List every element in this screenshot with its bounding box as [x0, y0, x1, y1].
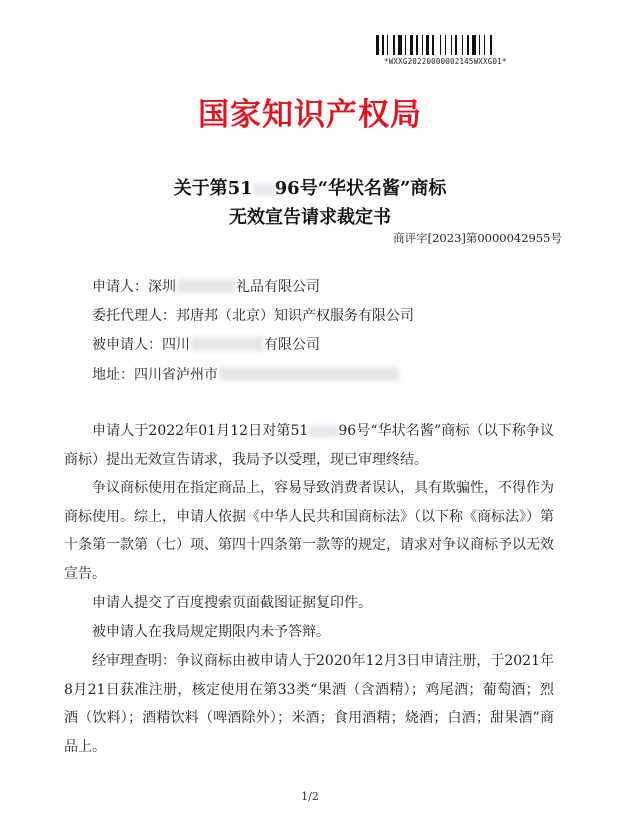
barcode-bar — [458, 35, 461, 55]
barcode-bar — [467, 35, 469, 55]
paragraph-1-part-b: 96号“华状名酱”商标（以下称争议商标）提出无效宣告请求，我局予以受理，现已审理终结。 — [64, 423, 554, 468]
barcode-bar — [477, 35, 478, 55]
redacted-applicant — [177, 279, 235, 293]
document-title-line2: 无效宣告请求裁定书 — [229, 207, 391, 228]
applicant-line — [92, 276, 320, 296]
barcode-bar — [419, 35, 421, 55]
paragraph-1-part-a: 申请人于2022年01月12日对第51 — [92, 423, 309, 439]
barcode-bar — [470, 35, 471, 55]
barcode-bar — [387, 35, 388, 55]
barcode-bar — [453, 35, 454, 55]
agent-value: 邦唐邦（北京）知识产权服务有限公司 — [176, 308, 414, 324]
barcode-code: *WXXG20220000002145WXXG01* — [384, 57, 507, 66]
barcode-bar — [396, 35, 397, 55]
respondent-label: 被申请人： — [92, 337, 162, 353]
barcode-bar — [447, 35, 450, 55]
address-label: 地址： — [92, 367, 134, 383]
applicant-suffix: 礼品有限公司 — [236, 279, 320, 295]
title-prefix: 关于第51 — [173, 178, 253, 199]
title-suffix: 96号“华状名酱”商标 — [274, 178, 447, 199]
barcode-bar — [382, 35, 384, 55]
barcode-bar — [432, 35, 434, 55]
respondent-suffix: 有限公司 — [264, 337, 320, 353]
redacted-address — [219, 367, 399, 381]
applicant-label: 申请人： — [92, 279, 148, 295]
redacted-number — [308, 425, 338, 437]
paragraph-4: 被申请人在我局规定期限内未予答辩。 — [92, 624, 330, 640]
address-prefix: 四川省泸州市 — [134, 367, 218, 383]
barcode-bar — [472, 35, 476, 55]
barcode-bar — [479, 35, 480, 55]
barcode-bar — [385, 35, 386, 55]
barcode-bar — [414, 35, 415, 55]
barcode-bar — [440, 35, 441, 55]
redacted-number — [253, 183, 275, 196]
barcode-bar — [430, 35, 431, 55]
barcode-bar — [422, 35, 423, 55]
barcode-bar — [455, 35, 457, 55]
barcode-bar — [462, 35, 463, 55]
paragraph-3: 申请人提交了百度搜索页面截图证据复印件。 — [92, 595, 372, 611]
applicant-prefix: 深圳 — [148, 279, 176, 295]
paragraph-5: 经审理查明：争议商标由被申请人于2020年12月3日申请注册，于2021年8月21日获准注册，核定使用在第33类“果酒（含酒精）；鸡尾酒；葡萄酒；烈酒（饮料）；酒精饮料（啤酒除外）；米酒；食用酒精；烧酒；白酒；甜果酒”商品上。 — [64, 653, 554, 755]
respondent-line — [92, 334, 320, 354]
barcode-bar — [451, 35, 452, 55]
barcode-bar — [424, 35, 425, 55]
document-title-line1 — [0, 174, 620, 200]
document-number: 商评字[2023]第0000042955号 — [393, 231, 562, 245]
barcode-bar — [464, 35, 466, 55]
paragraph-1 — [64, 417, 554, 474]
agent-line — [92, 305, 414, 325]
redacted-respondent — [191, 337, 263, 351]
barcode-bar — [493, 35, 494, 55]
barcode-bar — [389, 35, 392, 55]
barcode-bar — [426, 35, 429, 55]
respondent-prefix: 四川 — [162, 337, 190, 353]
agent-label: 委托代理人： — [92, 308, 176, 324]
barcode-bar — [490, 35, 492, 55]
barcode-bar — [380, 35, 381, 55]
barcode-bar — [435, 35, 439, 55]
barcode — [376, 35, 528, 55]
barcode-bar — [403, 35, 404, 55]
barcode-bar — [445, 35, 446, 55]
barcode-bar — [393, 35, 395, 55]
barcode-bar — [398, 35, 402, 55]
barcode-bar — [405, 35, 406, 55]
barcode-bar — [416, 35, 418, 55]
barcode-bar — [481, 35, 483, 55]
barcode-bar — [484, 35, 485, 55]
barcode-bar — [407, 35, 409, 55]
barcode-bar — [486, 35, 489, 55]
barcode-bar — [410, 35, 413, 55]
barcode-bar — [442, 35, 444, 55]
paragraph-2: 争议商标使用在指定商品上，容易导致消费者误认，具有欺骗性，不得作为商标使用。综上，申请人依据《中华人民共和国商标法》（以下称《商标法》）第十条第一款第（七）项、第四十四条第一款等的规定，请求对争议商标予以无效宣告。 — [64, 480, 554, 582]
barcode-bar — [376, 35, 379, 55]
address-line — [92, 364, 400, 384]
page-number: 1/2 — [301, 790, 319, 803]
agency-title: 国家知识产权局 — [198, 97, 422, 133]
